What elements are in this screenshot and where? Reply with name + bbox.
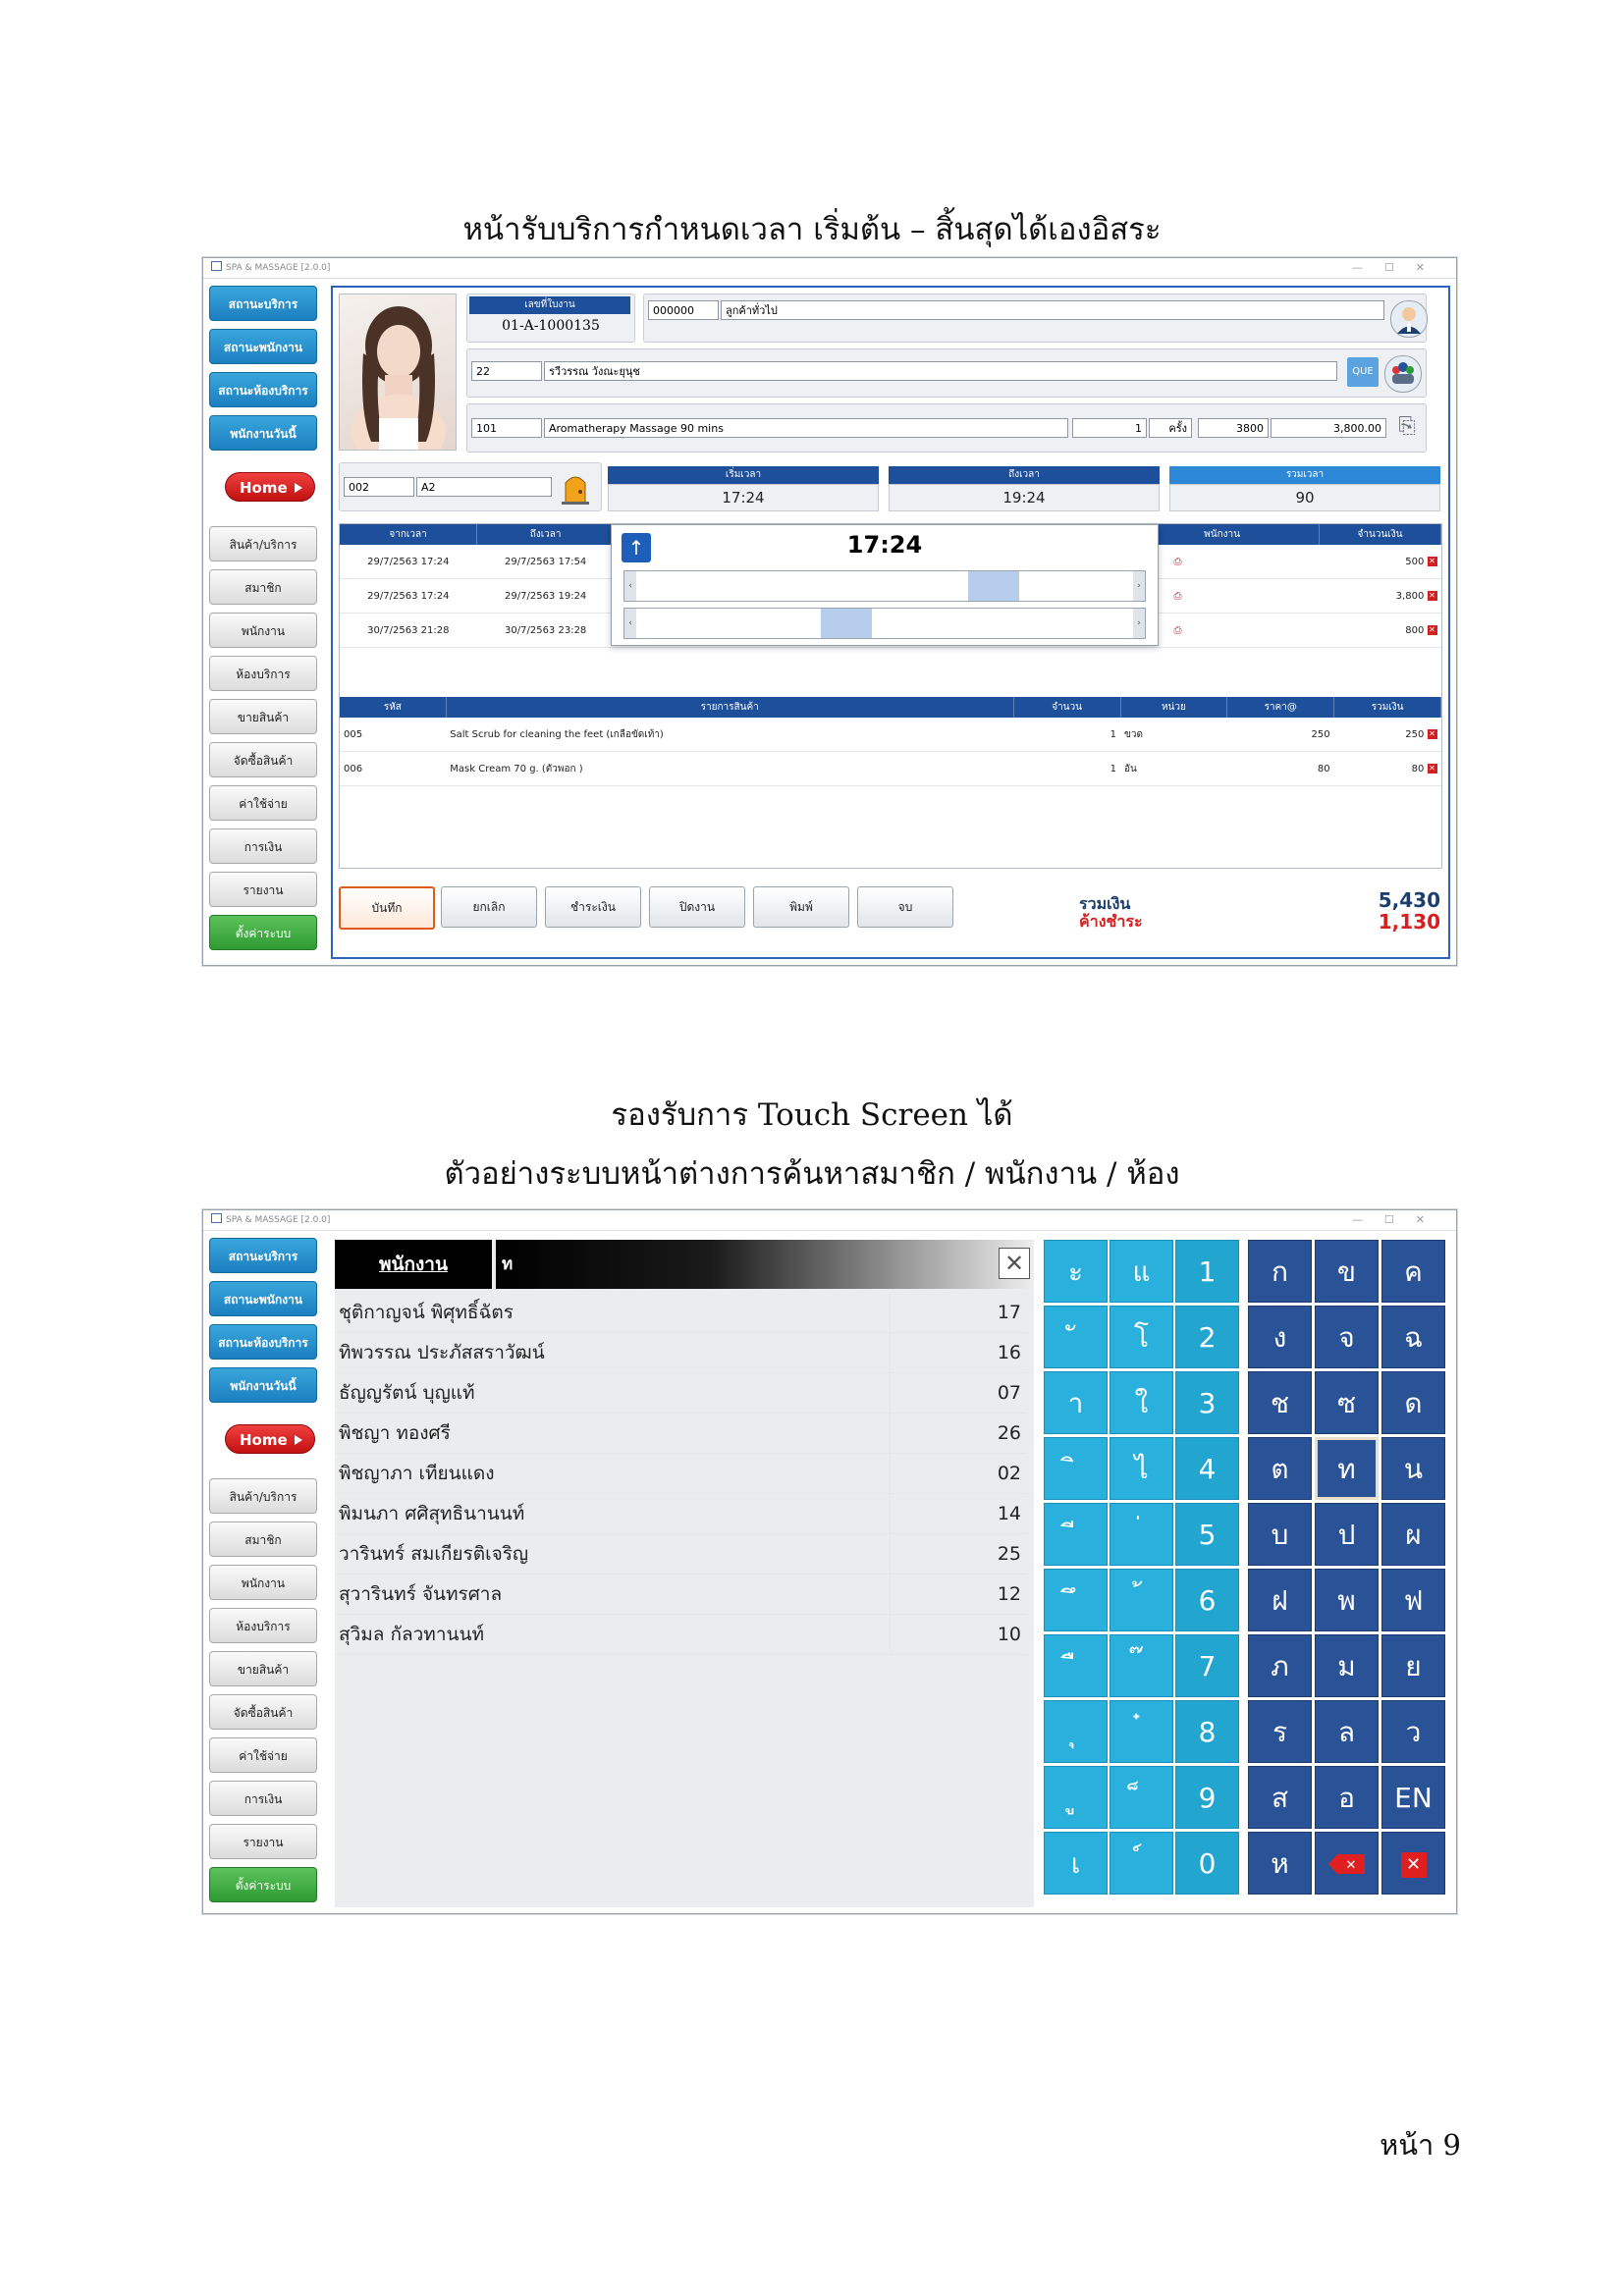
sidebar-item-0[interactable]: สินค้า/บริการ bbox=[209, 1478, 317, 1514]
staff-name: สุวิมล กัลวทานนท์ bbox=[339, 1624, 484, 1645]
delete-icon[interactable]: ✕ bbox=[1429, 556, 1435, 565]
sidebar-item-0[interactable]: สินค้า/บริการ bbox=[209, 526, 317, 561]
arrow-right-icon bbox=[295, 483, 302, 493]
service-unit-field: ครั้ง bbox=[1149, 418, 1192, 438]
vowel-keypad bbox=[1044, 1240, 1240, 1907]
booking-amount-value: 500 bbox=[1405, 556, 1425, 567]
product-qty: 1 bbox=[1013, 752, 1120, 786]
save-button[interactable]: บันทึก bbox=[339, 886, 435, 930]
service-window bbox=[202, 257, 1457, 966]
key-consonant[interactable]: ฉ bbox=[1381, 1306, 1445, 1368]
sidebar-status-1[interactable]: สถานะพนักงาน bbox=[209, 329, 317, 364]
staff-name: วารินทร์ สมเกียรติเจริญ bbox=[339, 1543, 529, 1565]
product-name: Mask Cream 70 g. (ตัวพอก ) bbox=[446, 752, 1013, 786]
list-item[interactable] bbox=[335, 1293, 1027, 1333]
table-row[interactable] bbox=[340, 718, 1441, 752]
backspace-key[interactable] bbox=[1315, 1832, 1379, 1895]
col-to: ถึงเวลา bbox=[477, 524, 615, 545]
sidebar-status-2[interactable]: สถานะห้องบริการ bbox=[209, 372, 317, 407]
svg-text:✕: ✕ bbox=[1345, 1858, 1356, 1873]
print-button[interactable]: พิมพ์ bbox=[753, 886, 849, 928]
maximize-button[interactable]: ☐ bbox=[1383, 1213, 1416, 1226]
sidebar-item-7[interactable]: การเงิน bbox=[209, 1781, 317, 1816]
key-consonant[interactable]: ต bbox=[1248, 1437, 1312, 1500]
staff-group-icon[interactable] bbox=[1384, 355, 1422, 393]
col-amount: จำนวนเงิน bbox=[1319, 524, 1440, 545]
customer-name-field[interactable]: ลูกค้าทั่วไป bbox=[721, 300, 1384, 320]
key-consonant[interactable]: ป bbox=[1315, 1503, 1379, 1566]
service-price-field[interactable]: 3800 bbox=[1198, 418, 1269, 438]
staff-name: ธัญญรัตน์ บุญแท้ bbox=[339, 1382, 475, 1404]
key-consonant[interactable]: บ bbox=[1248, 1503, 1312, 1566]
customer-code-field[interactable]: 000000 bbox=[648, 300, 719, 320]
staff-row bbox=[466, 348, 1427, 398]
hour-slider-thumb[interactable] bbox=[968, 571, 1019, 601]
product-total bbox=[1334, 718, 1441, 752]
outstanding-value: 1,130 bbox=[1378, 910, 1440, 934]
home-button[interactable] bbox=[225, 1424, 315, 1454]
service-code-field[interactable]: 101 bbox=[471, 418, 542, 438]
booking-to: 29/7/2563 17:54 bbox=[477, 545, 615, 579]
key-consonant[interactable]: ห bbox=[1248, 1832, 1312, 1895]
booking-to: 29/7/2563 19:24 bbox=[477, 579, 615, 614]
sidebar-status-0[interactable]: สถานะบริการ bbox=[209, 1238, 317, 1273]
total-value: 5,430 bbox=[1378, 888, 1440, 912]
start-time-value[interactable]: 17:24 bbox=[608, 484, 879, 511]
sidebar-item-8[interactable]: รายงาน bbox=[209, 1824, 317, 1859]
key-consonant[interactable]: ซ bbox=[1315, 1371, 1379, 1434]
queue-button[interactable]: QUE bbox=[1347, 357, 1379, 387]
staff-code: 14 bbox=[997, 1503, 1021, 1524]
key-vowel[interactable] bbox=[1044, 1766, 1108, 1829]
staff-code-field[interactable]: 22 bbox=[471, 361, 542, 381]
sidebar-item-3[interactable]: ห้องบริการ bbox=[209, 656, 317, 691]
staff-name: ชุติกาญจน์ พิศุทธิ์ฉัตร bbox=[339, 1302, 514, 1323]
room-row bbox=[339, 462, 602, 511]
delete-icon[interactable]: ✕ bbox=[1429, 728, 1435, 738]
sidebar-status-2[interactable]: สถานะห้องบริการ bbox=[209, 1324, 317, 1360]
key-consonant[interactable]: ร bbox=[1248, 1700, 1312, 1763]
arrow-right-icon bbox=[295, 1435, 302, 1445]
staff-code: 25 bbox=[997, 1543, 1021, 1565]
booking-amount bbox=[1319, 614, 1440, 648]
key-consonant[interactable]: ว bbox=[1381, 1700, 1445, 1763]
search-category-label[interactable]: พนักงาน bbox=[335, 1240, 492, 1289]
key-consonant[interactable]: ส bbox=[1248, 1766, 1312, 1829]
search-panel bbox=[335, 1240, 1034, 1907]
finish-button[interactable]: จบ bbox=[857, 886, 953, 928]
cancel-button[interactable]: ยกเลิก bbox=[441, 886, 537, 928]
sidebar-item-1[interactable]: สมาชิก bbox=[209, 569, 317, 605]
key-vowel[interactable]: า bbox=[1044, 1371, 1108, 1434]
staff-code: 26 bbox=[997, 1422, 1021, 1444]
close-icon: ✕ bbox=[1401, 1852, 1427, 1878]
time-picker-popup bbox=[611, 524, 1159, 646]
heading-touch-screen: รองรับการ Touch Screen ได้ bbox=[611, 1097, 1013, 1133]
minimize-button[interactable]: — bbox=[1351, 261, 1384, 274]
key-vowel[interactable] bbox=[1044, 1700, 1108, 1763]
sidebar-item-2[interactable]: พนักงาน bbox=[209, 613, 317, 648]
clear-search-icon[interactable]: ✕ bbox=[999, 1248, 1030, 1279]
key-vowel[interactable]: เ bbox=[1044, 1832, 1108, 1895]
col-code: รหัส bbox=[340, 697, 446, 718]
table-row[interactable] bbox=[340, 752, 1441, 786]
service-qty-field[interactable]: 1 bbox=[1072, 418, 1147, 438]
list-item[interactable] bbox=[335, 1534, 1027, 1575]
key-vowel[interactable]: ะ bbox=[1044, 1240, 1108, 1303]
key-consonant[interactable]: ล bbox=[1315, 1700, 1379, 1763]
sidebar-item-6[interactable]: ค่าใช้จ่าย bbox=[209, 1737, 317, 1773]
key-consonant[interactable]: EN bbox=[1381, 1766, 1445, 1829]
key-vowel[interactable] bbox=[1044, 1503, 1108, 1566]
window-title: SPA & MASSAGE [2.0.0] bbox=[226, 1215, 331, 1225]
col-staff: พนักงาน bbox=[615, 524, 1320, 545]
booking-from: 29/7/2563 17:24 bbox=[340, 579, 477, 614]
app-icon bbox=[211, 1213, 222, 1223]
product-total-value: 250 bbox=[1405, 728, 1425, 740]
customer-row bbox=[643, 294, 1427, 343]
staff-name: พิชญาภา เทียนแดง bbox=[339, 1463, 495, 1484]
delete-icon[interactable]: ✕ bbox=[1429, 763, 1435, 773]
staff-code: 10 bbox=[997, 1624, 1021, 1645]
key-digit[interactable]: 6 bbox=[1175, 1569, 1239, 1631]
product-table bbox=[340, 697, 1441, 786]
sidebar-item-2[interactable]: พนักงาน bbox=[209, 1565, 317, 1600]
key-vowel[interactable] bbox=[1110, 1503, 1173, 1566]
col-price: ราคา@ bbox=[1227, 697, 1334, 718]
key-consonant[interactable]: ฝ bbox=[1248, 1569, 1312, 1631]
key-digit[interactable]: 1 bbox=[1175, 1240, 1239, 1303]
key-vowel[interactable] bbox=[1044, 1569, 1108, 1631]
key-consonant[interactable]: ด bbox=[1381, 1371, 1445, 1434]
sidebar-item-3[interactable]: ห้องบริการ bbox=[209, 1608, 317, 1643]
sidebar-status-3[interactable]: พนักงานวันนี้ bbox=[209, 1367, 317, 1403]
key-vowel[interactable]: ใ bbox=[1110, 1371, 1173, 1434]
list-item[interactable] bbox=[335, 1615, 1027, 1655]
key-consonant[interactable]: ฟ bbox=[1381, 1569, 1445, 1631]
sidebar-item-4[interactable]: ขายสินค้า bbox=[209, 1651, 317, 1686]
sidebar-item-4[interactable]: ขายสินค้า bbox=[209, 699, 317, 734]
key-consonant[interactable]: ผ bbox=[1381, 1503, 1445, 1566]
key-digit[interactable]: 4 bbox=[1175, 1437, 1239, 1500]
close-job-button[interactable]: ปิดงาน bbox=[649, 886, 745, 928]
col-total: รวมเงิน bbox=[1334, 697, 1441, 718]
sidebar-item-6[interactable]: ค่าใช้จ่าย bbox=[209, 785, 317, 821]
key-digit[interactable]: 7 bbox=[1175, 1634, 1239, 1697]
room-code-field[interactable]: 002 bbox=[344, 477, 414, 497]
total-label: รวมเงิน bbox=[1079, 894, 1131, 913]
sidebar-item-5[interactable]: จัดซื้อสินค้า bbox=[209, 1694, 317, 1730]
col-item: รายการสินค้า bbox=[446, 697, 1013, 718]
booking-amount-value: 800 bbox=[1405, 624, 1425, 636]
end-time-value[interactable]: 19:24 bbox=[889, 484, 1160, 511]
delete-icon[interactable]: ✕ bbox=[1429, 624, 1435, 634]
settings-button[interactable]: ตั้งค่าระบบ bbox=[209, 915, 317, 950]
col-unit: หน่วย bbox=[1120, 697, 1227, 718]
door-icon[interactable] bbox=[558, 471, 593, 505]
popup-time-value: 17:24 bbox=[846, 531, 923, 559]
product-code: 006 bbox=[340, 752, 446, 786]
doc-no-label: เลขที่ใบงาน bbox=[469, 296, 630, 314]
paperclip-icon[interactable]: ⎘ bbox=[1398, 414, 1416, 439]
key-vowel[interactable] bbox=[1044, 1306, 1108, 1368]
product-total-value: 80 bbox=[1411, 763, 1425, 774]
close-button[interactable]: ✕ bbox=[1415, 1213, 1446, 1226]
key-digit[interactable]: 0 bbox=[1175, 1832, 1239, 1895]
app-icon bbox=[211, 261, 222, 271]
key-consonant[interactable]: พ bbox=[1315, 1569, 1379, 1631]
staff-code: 02 bbox=[997, 1463, 1021, 1484]
key-vowel[interactable] bbox=[1110, 1832, 1173, 1895]
sidebar-item-8[interactable]: รายงาน bbox=[209, 872, 317, 907]
minute-slider-thumb[interactable] bbox=[821, 609, 872, 638]
product-unit: ขวด bbox=[1120, 718, 1227, 752]
delete-icon[interactable]: ✕ bbox=[1429, 590, 1435, 600]
booking-amount bbox=[1319, 545, 1440, 579]
sidebar-item-1[interactable]: สมาชิก bbox=[209, 1522, 317, 1557]
staff-name: สุวารินทร์ จันทรศาล bbox=[339, 1583, 503, 1605]
key-vowel[interactable] bbox=[1110, 1766, 1173, 1829]
key-digit[interactable]: 9 bbox=[1175, 1766, 1239, 1829]
window-title: SPA & MASSAGE [2.0.0] bbox=[226, 263, 331, 273]
pay-button[interactable]: ชำระเงิน bbox=[545, 886, 641, 928]
action-bar bbox=[339, 886, 987, 935]
staff-code: 16 bbox=[997, 1342, 1021, 1363]
staff-name: พิมนภา ศศิสุทธินานนท์ bbox=[339, 1503, 525, 1524]
arrow-up-icon[interactable]: ↑ bbox=[622, 533, 651, 562]
heading-service-screen: หน้ารับบริการกำหนดเวลา เริ่มต้น – สิ้นสุดได้เองอิสระ bbox=[462, 212, 1162, 247]
col-qty: จำนวน bbox=[1013, 697, 1120, 718]
key-digit[interactable]: 5 bbox=[1175, 1503, 1239, 1566]
key-consonant[interactable]: ค bbox=[1381, 1240, 1445, 1303]
key-consonant[interactable]: ย bbox=[1381, 1634, 1445, 1697]
title-bar bbox=[203, 258, 1456, 279]
product-unit: อัน bbox=[1120, 752, 1227, 786]
staff-name: พิชญา ทองศรี bbox=[339, 1422, 451, 1444]
list-item[interactable] bbox=[335, 1454, 1027, 1494]
product-qty: 1 bbox=[1013, 718, 1120, 752]
close-button[interactable]: ✕ bbox=[1415, 261, 1446, 274]
key-consonant[interactable]: ช bbox=[1248, 1371, 1312, 1434]
sidebar-status-0[interactable]: สถานะบริการ bbox=[209, 286, 317, 321]
home-label: Home bbox=[240, 1431, 288, 1449]
key-digit[interactable]: 2 bbox=[1175, 1306, 1239, 1368]
duration-label: รวมเวลา bbox=[1169, 466, 1440, 484]
staff-photo bbox=[339, 294, 457, 451]
maximize-button[interactable]: ☐ bbox=[1383, 261, 1416, 274]
key-digit[interactable]: 8 bbox=[1175, 1700, 1239, 1763]
key-consonant-selected[interactable]: ท bbox=[1315, 1437, 1379, 1500]
search-input[interactable]: ท bbox=[496, 1240, 1034, 1289]
hour-slider[interactable]: ‹ › bbox=[623, 570, 1146, 602]
home-label: Home bbox=[240, 479, 288, 497]
page-number: หน้า 9 bbox=[1380, 2128, 1461, 2162]
booking-from: 30/7/2563 21:28 bbox=[340, 614, 477, 648]
sidebar-item-5[interactable]: จัดซื้อสินค้า bbox=[209, 742, 317, 777]
key-consonant[interactable]: อ bbox=[1315, 1766, 1379, 1829]
list-item[interactable] bbox=[335, 1373, 1027, 1414]
printer-icon[interactable]: ⎙ bbox=[1173, 556, 1182, 567]
list-item[interactable] bbox=[335, 1575, 1027, 1615]
sidebar-status-1[interactable]: สถานะพนักงาน bbox=[209, 1281, 317, 1316]
title-bar bbox=[203, 1210, 1456, 1231]
key-vowel[interactable]: โ bbox=[1110, 1306, 1173, 1368]
service-panel bbox=[331, 286, 1450, 959]
settings-button[interactable]: ตั้งค่าระบบ bbox=[209, 1867, 317, 1902]
room-name-field[interactable]: A2 bbox=[416, 477, 552, 497]
key-vowel[interactable]: แ bbox=[1110, 1240, 1173, 1303]
printer-icon[interactable]: ⎙ bbox=[1173, 624, 1182, 636]
staff-name: ทิพวรรณ ประภัสสราวัฒน์ bbox=[339, 1342, 545, 1363]
list-item[interactable] bbox=[335, 1414, 1027, 1454]
key-vowel[interactable] bbox=[1110, 1700, 1173, 1763]
heading-search-window: ตัวอย่างระบบหน้าต่างการค้นหาสมาชิก / พนักงาน / ห้อง bbox=[444, 1156, 1180, 1192]
list-item[interactable] bbox=[335, 1494, 1027, 1534]
end-time-label: ถึงเวลา bbox=[889, 466, 1160, 484]
key-digit[interactable]: 3 bbox=[1175, 1371, 1239, 1434]
product-price: 80 bbox=[1227, 752, 1334, 786]
service-row bbox=[466, 403, 1427, 453]
product-total bbox=[1334, 752, 1441, 786]
booking-area bbox=[339, 523, 1442, 869]
booking-amount bbox=[1319, 579, 1440, 614]
search-window bbox=[202, 1209, 1457, 1914]
booking-amount-value: 3,800 bbox=[1395, 590, 1425, 602]
consonant-keypad bbox=[1248, 1240, 1448, 1907]
key-consonant[interactable]: จ bbox=[1315, 1306, 1379, 1368]
doc-no-value: 01-A-1000135 bbox=[502, 318, 600, 334]
product-price: 250 bbox=[1227, 718, 1334, 752]
key-consonant[interactable]: น bbox=[1381, 1437, 1445, 1500]
key-vowel[interactable] bbox=[1044, 1437, 1108, 1500]
key-consonant[interactable]: ข bbox=[1315, 1240, 1379, 1303]
sidebar-status-3[interactable]: พนักงานวันนี้ bbox=[209, 415, 317, 451]
col-from: จากเวลา bbox=[340, 524, 477, 545]
printer-icon[interactable]: ⎙ bbox=[1173, 590, 1182, 602]
key-vowel[interactable] bbox=[1044, 1634, 1108, 1697]
outstanding-label: ค้างชำระ bbox=[1079, 912, 1143, 931]
doc-no-box bbox=[466, 294, 635, 343]
product-name: Salt Scrub for cleaning the feet (เกลือขัดเท้า) bbox=[446, 718, 1013, 752]
customer-avatar-icon[interactable] bbox=[1390, 300, 1428, 338]
backspace-icon bbox=[1327, 1853, 1367, 1875]
minute-slider[interactable]: ‹ › bbox=[623, 608, 1146, 639]
staff-code: 12 bbox=[997, 1583, 1021, 1605]
key-vowel[interactable] bbox=[1110, 1634, 1173, 1697]
service-name-field[interactable]: Aromatherapy Massage 90 mins bbox=[544, 418, 1068, 438]
key-vowel[interactable]: ไ bbox=[1110, 1437, 1173, 1500]
staff-code: 17 bbox=[997, 1302, 1021, 1323]
product-code: 005 bbox=[340, 718, 446, 752]
list-item[interactable] bbox=[335, 1333, 1027, 1373]
key-consonant[interactable]: ภ bbox=[1248, 1634, 1312, 1697]
sidebar-item-7[interactable]: การเงิน bbox=[209, 828, 317, 864]
booking-to: 30/7/2563 23:28 bbox=[477, 614, 615, 648]
key-consonant[interactable]: ง bbox=[1248, 1306, 1312, 1368]
key-vowel[interactable] bbox=[1110, 1569, 1173, 1631]
key-consonant[interactable]: ก bbox=[1248, 1240, 1312, 1303]
staff-name-field[interactable]: รวีวรรณ วังณะยุนุช bbox=[544, 361, 1337, 381]
start-time-label: เริ่มเวลา bbox=[608, 466, 879, 484]
booking-from: 29/7/2563 17:24 bbox=[340, 545, 477, 579]
duration-value: 90 bbox=[1169, 484, 1440, 511]
close-keyboard-key[interactable] bbox=[1381, 1832, 1445, 1895]
minimize-button[interactable]: — bbox=[1351, 1213, 1384, 1226]
key-consonant[interactable]: ม bbox=[1315, 1634, 1379, 1697]
service-total-field: 3,800.00 bbox=[1271, 418, 1386, 438]
staff-code: 07 bbox=[997, 1382, 1021, 1404]
home-button[interactable] bbox=[225, 472, 315, 502]
